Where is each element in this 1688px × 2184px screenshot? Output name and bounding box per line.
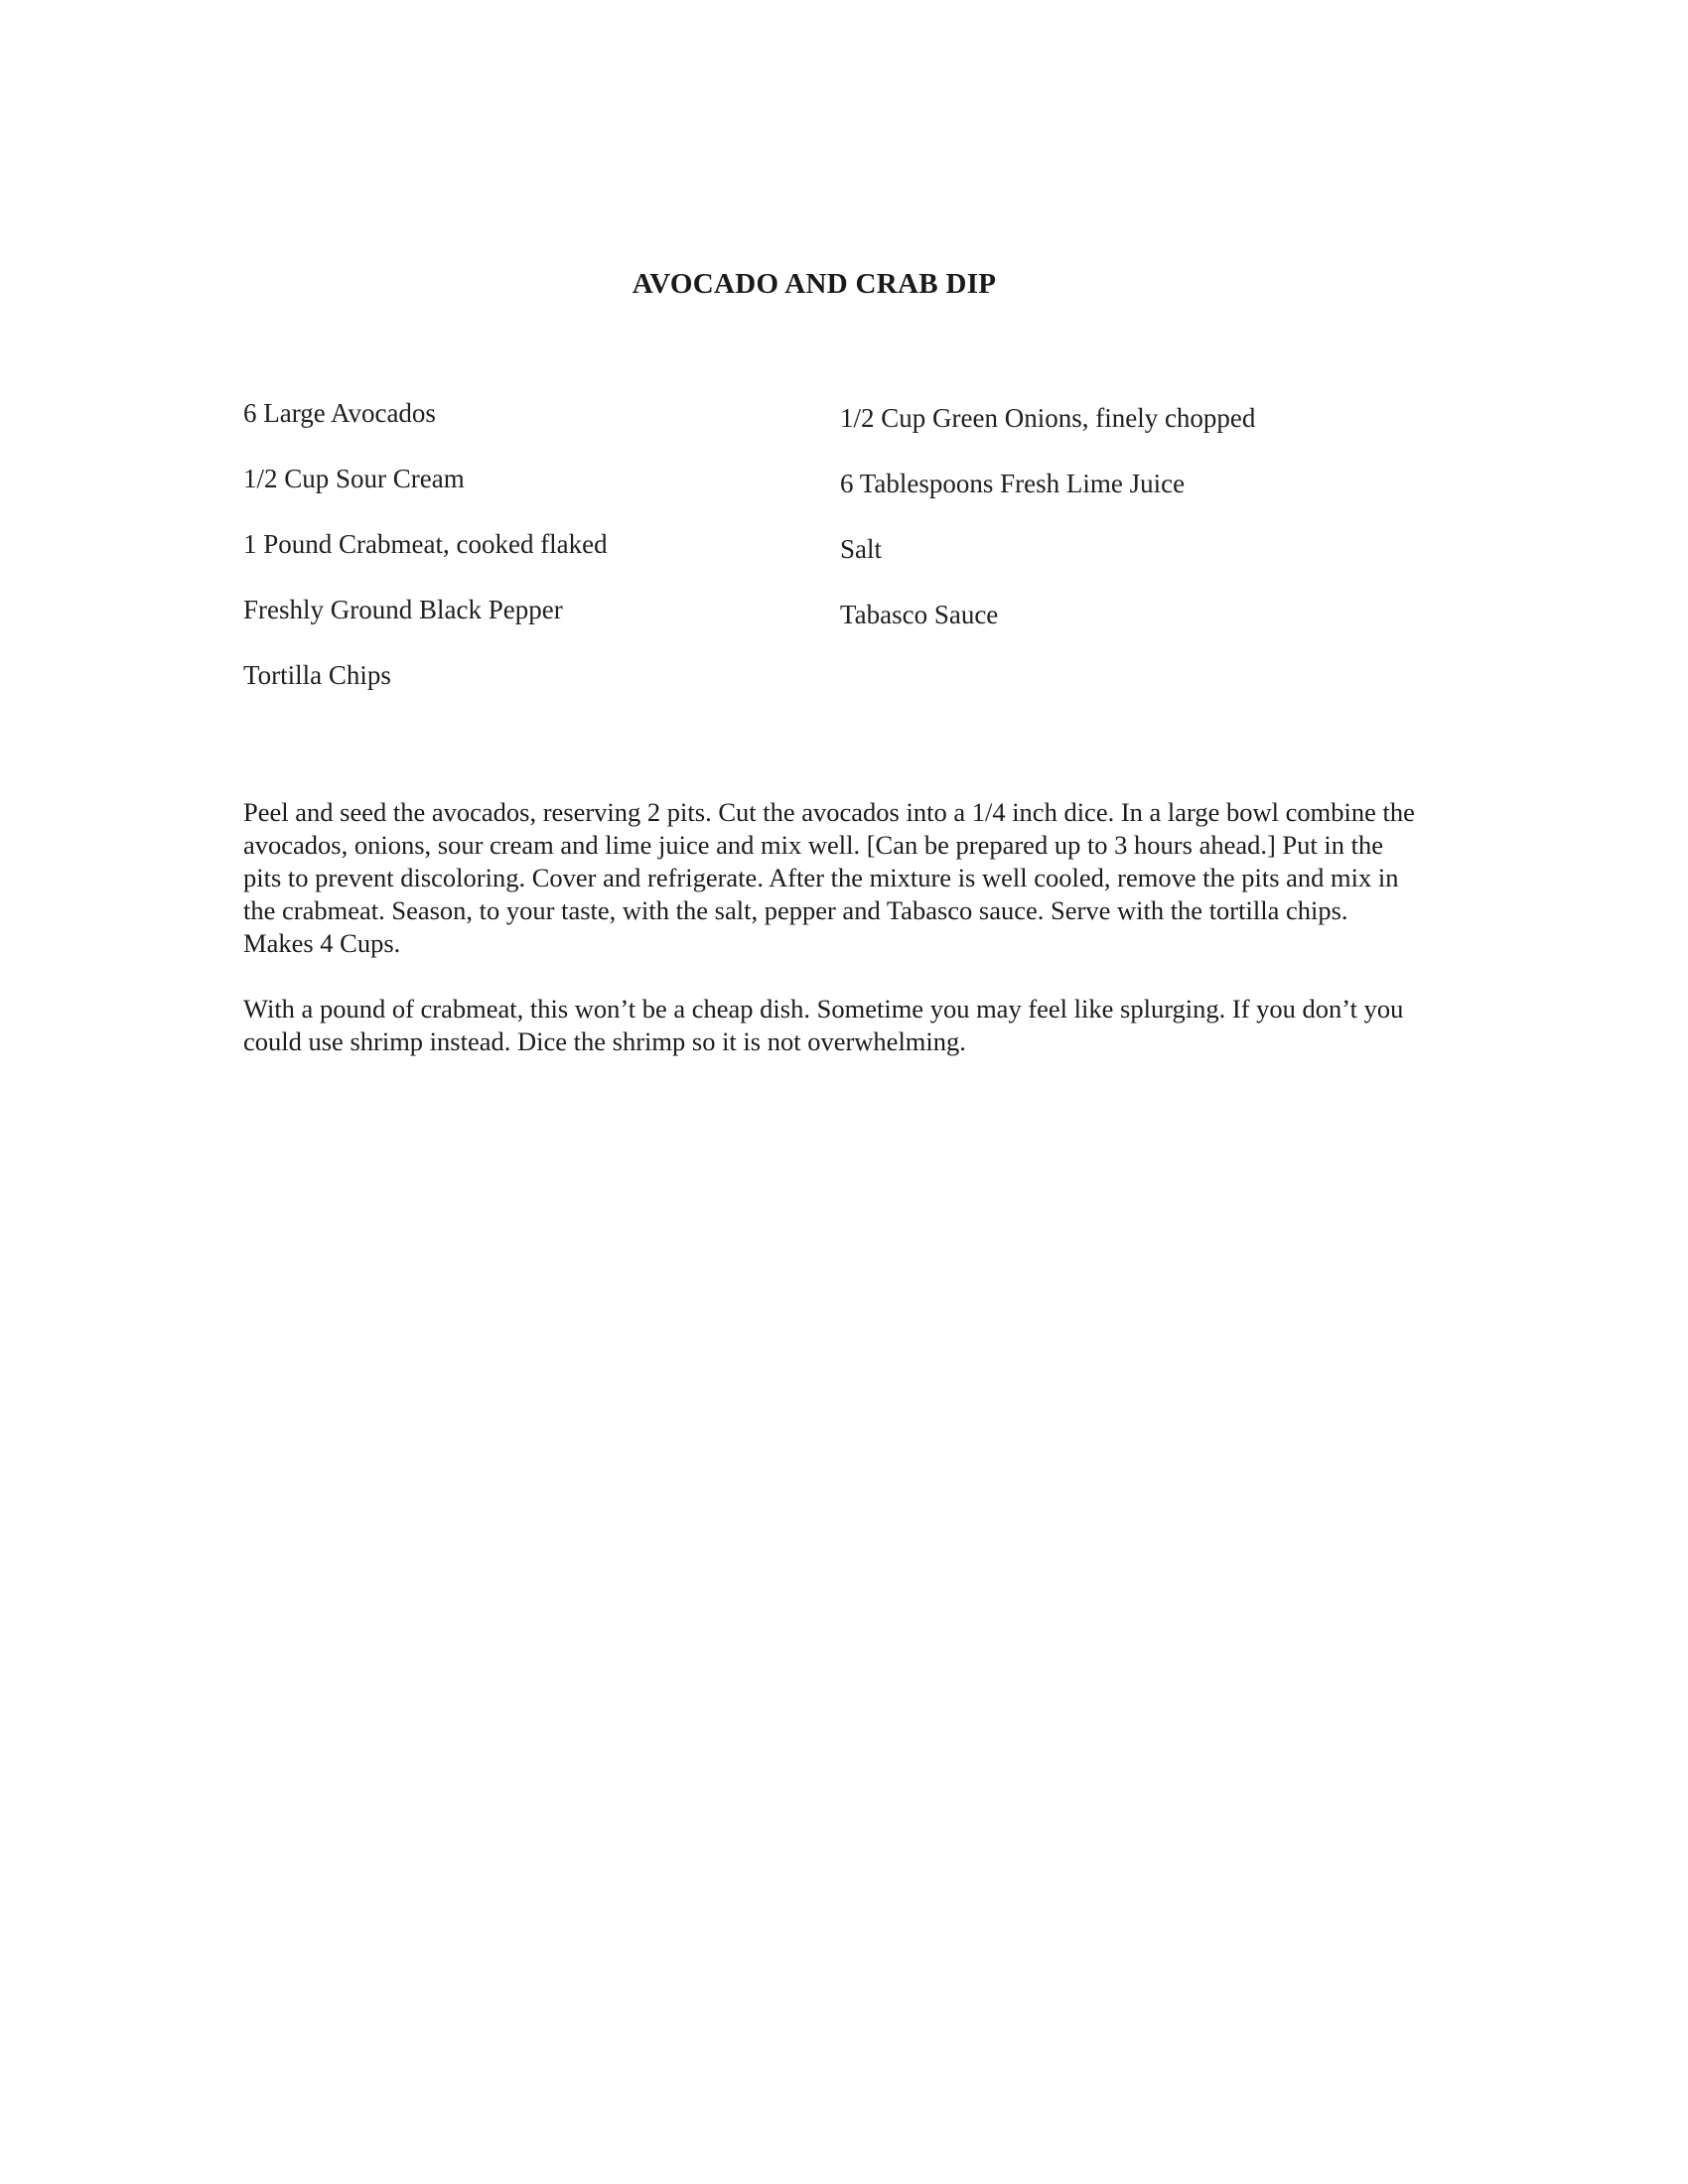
ingredient-item: Tabasco Sauce	[840, 600, 999, 629]
ingredient-item: Freshly Ground Black Pepper	[243, 595, 563, 624]
instructions-paragraph: Peel and seed the avocados, reserving 2 pits. Cut the avocados into a 1/4 inch dice. In a large bowl combine the avocados, onions, sour cream and lime juice and mix well. [Can be prepared up to 3 hours ahead.] Put in the pits to prevent discoloring. Cover and refrigerate. After the mixture is well cooled, remove the pits and mix in the crabmeat. Season, to your taste, with the salt, pepper and Tabasco sauce. Serve with the tortilla chips. Makes 4 Cups.	[243, 797, 1415, 958]
recipe-title: AVOCADO AND CRAB DIP	[632, 268, 997, 300]
ingredients-left-column	[243, 397, 608, 725]
ingredients-right-column	[840, 402, 1255, 664]
ingredient-item: 1/2 Cup Green Onions, finely chopped	[840, 403, 1256, 433]
ingredient-item: 6 Large Avocados	[243, 398, 436, 428]
note-paragraph: With a pound of crabmeat, this won’t be a cheap dish. Sometime you may feel like splurging. If you don’t you could use shrimp instead. Dice the shrimp so it is not overwhelming.	[243, 994, 1404, 1056]
ingredient-item: 6 Tablespoons Fresh Lime Juice	[840, 469, 1186, 498]
ingredient-item: Tortilla Chips	[243, 660, 391, 690]
ingredient-item: 1/2 Cup Sour Cream	[243, 464, 465, 493]
ingredient-item: 1 Pound Crabmeat, cooked flaked	[243, 529, 608, 559]
ingredient-item: Salt	[840, 534, 883, 564]
